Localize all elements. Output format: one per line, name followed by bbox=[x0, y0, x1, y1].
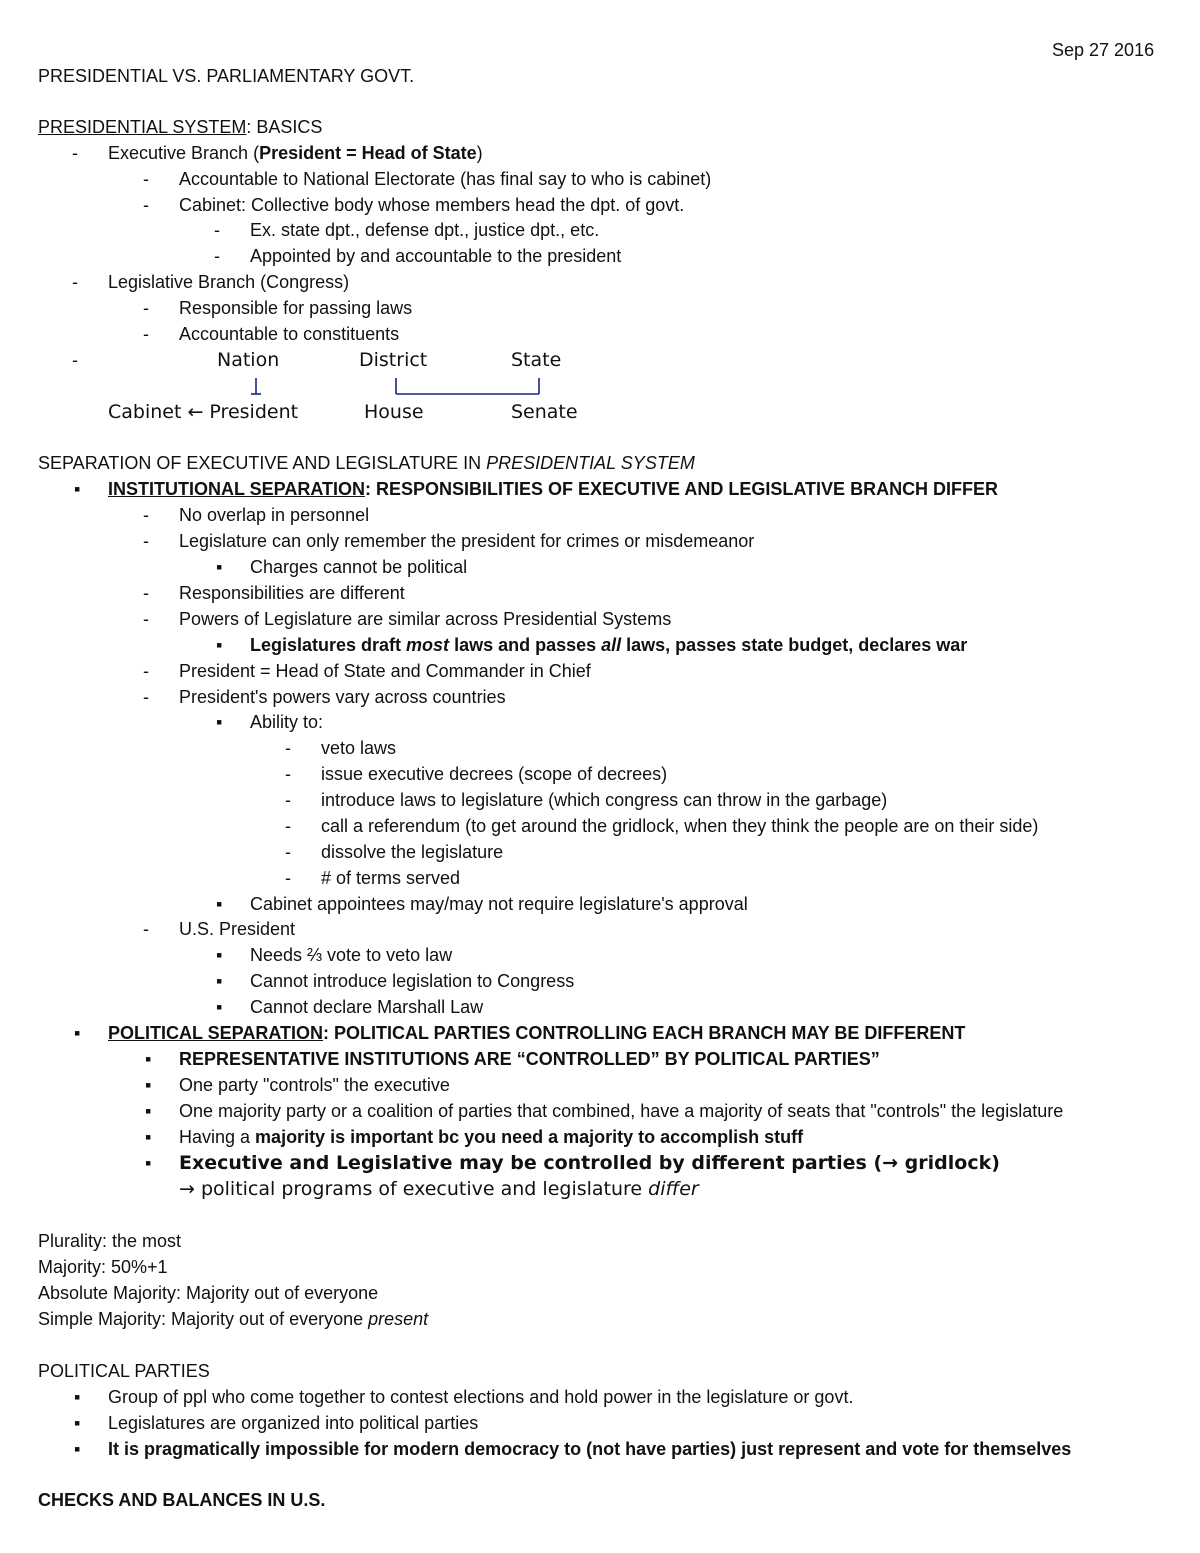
list-item: Legislature can only remember the president for crimes or misdemeanor bbox=[179, 531, 755, 551]
list-item: introduce laws to legislature (which congress can throw in the garbage) bbox=[321, 790, 888, 810]
bullet-dash: - bbox=[143, 687, 149, 707]
list-item: Ex. state dpt., defense dpt., justice dpt., etc. bbox=[250, 220, 600, 240]
list-item: Cabinet: Collective body whose members head the dpt. of govt. bbox=[179, 195, 685, 215]
legislative-branch: Legislative Branch (Congress) bbox=[108, 272, 350, 292]
list-item: REPRESENTATIVE INSTITUTIONS ARE “CONTROLLED” BY POLITICAL PARTIES” bbox=[179, 1049, 880, 1069]
programs-differ: → political programs of executive and legislature differ bbox=[179, 1178, 699, 1200]
bullet-dash: - bbox=[214, 246, 220, 266]
separation-heading: SEPARATION OF EXECUTIVE AND LEGISLATURE IN PRESIDENTIAL SYSTEM bbox=[38, 453, 695, 473]
bullet-dash: - bbox=[285, 764, 291, 784]
list-item: Accountable to National Electorate (has final say to who is cabinet) bbox=[179, 169, 712, 189]
bullet-dash: - bbox=[143, 919, 149, 939]
list-item: It is pragmatically impossible for modern democracy to (not have parties) just represent and vote for themselves bbox=[108, 1439, 1072, 1459]
executive-branch: Executive Branch (President = Head of State) bbox=[108, 143, 483, 163]
political-parties-heading: POLITICAL PARTIES bbox=[38, 1361, 210, 1381]
bullet-dash: - bbox=[143, 609, 149, 629]
majority-importance: Having a majority is important bc you need a majority to accomplish stuff bbox=[179, 1127, 804, 1147]
bullet-square: ▪ bbox=[145, 1153, 152, 1173]
date: Sep 27 2016 bbox=[1052, 40, 1155, 60]
list-item: President = Head of State and Commander in Chief bbox=[179, 661, 591, 681]
absolute-majority-definition: Absolute Majority: Majority out of everyone bbox=[38, 1283, 379, 1303]
bullet-dash: - bbox=[285, 842, 291, 862]
checks-and-balances-heading: CHECKS AND BALANCES IN U.S. bbox=[38, 1490, 326, 1510]
list-item: U.S. President bbox=[179, 919, 296, 939]
bullet-dash: - bbox=[143, 505, 149, 525]
bullet-dash: - bbox=[285, 816, 291, 836]
bullet-dash: - bbox=[143, 324, 149, 344]
list-item: President's powers vary across countries bbox=[179, 687, 506, 707]
legislature-powers: Legislatures draft most laws and passes all laws, passes state budget, declares war bbox=[250, 635, 968, 655]
bullet-dash: - bbox=[72, 272, 78, 292]
bullet-square: ▪ bbox=[145, 1127, 152, 1147]
bullet-square: ▪ bbox=[145, 1101, 152, 1121]
diagram-house: House bbox=[364, 401, 424, 423]
bullet-dash: - bbox=[285, 738, 291, 758]
bullet-dash: - bbox=[285, 790, 291, 810]
bullet-square: ▪ bbox=[74, 1413, 81, 1433]
institutional-separation-heading: INSTITUTIONAL SEPARATION: RESPONSIBILITIES OF EXECUTIVE AND LEGISLATIVE BRANCH DIFFER bbox=[108, 479, 999, 499]
list-item: No overlap in personnel bbox=[179, 505, 370, 525]
list-item: Needs ⅔ vote to veto law bbox=[250, 945, 453, 965]
bullet-square: ▪ bbox=[216, 894, 223, 914]
diagram-senate: Senate bbox=[511, 401, 578, 423]
diagram-nation: Nation bbox=[217, 349, 280, 371]
list-item: Ability to: bbox=[250, 712, 324, 732]
diagram-cabinet-president: Cabinet ← President bbox=[108, 401, 299, 423]
bullet-dash: - bbox=[143, 661, 149, 681]
political-separation-heading: POLITICAL SEPARATION: POLITICAL PARTIES CONTROLLING EACH BRANCH MAY BE DIFFERENT bbox=[108, 1023, 966, 1043]
bullet-dash: - bbox=[143, 531, 149, 551]
bullet-dash: - bbox=[143, 195, 149, 215]
bullet-dash: - bbox=[143, 583, 149, 603]
bullet-square: ▪ bbox=[74, 479, 81, 499]
bullet-square: ▪ bbox=[216, 945, 223, 965]
list-item: Appointed by and accountable to the president bbox=[250, 246, 622, 266]
bullet-square: ▪ bbox=[74, 1387, 81, 1407]
bullet-square: ▪ bbox=[216, 557, 223, 577]
list-item: veto laws bbox=[321, 738, 397, 758]
list-item: Cannot declare Marshall Law bbox=[250, 997, 484, 1017]
bullet-dash: - bbox=[72, 350, 78, 370]
list-item: One majority party or a coalition of parties that combined, have a majority of seats that "controls" the legislature bbox=[179, 1101, 1064, 1121]
list-item: Charges cannot be political bbox=[250, 557, 468, 577]
bullet-square: ▪ bbox=[74, 1023, 81, 1043]
list-item: Legislatures are organized into political parties bbox=[108, 1413, 479, 1433]
page-title: PRESIDENTIAL VS. PARLIAMENTARY GOVT. bbox=[38, 66, 415, 86]
bullet-square: ▪ bbox=[216, 712, 223, 732]
bullet-dash: - bbox=[143, 298, 149, 318]
bullet-square: ▪ bbox=[216, 997, 223, 1017]
list-item: call a referendum (to get around the gridlock, when they think the people are on their side) bbox=[321, 816, 1039, 836]
bullet-square: ▪ bbox=[145, 1049, 152, 1069]
diagram-district: District bbox=[359, 349, 428, 371]
list-item: # of terms served bbox=[321, 868, 461, 888]
plurality-definition: Plurality: the most bbox=[38, 1231, 182, 1251]
bullet-dash: - bbox=[72, 143, 78, 163]
list-item: Accountable to constituents bbox=[179, 324, 400, 344]
bullet-dash: - bbox=[143, 169, 149, 189]
bullet-square: ▪ bbox=[216, 971, 223, 991]
list-item: Group of ppl who come together to contest elections and hold power in the legislature or govt. bbox=[108, 1387, 854, 1407]
bullet-dash: - bbox=[214, 220, 220, 240]
list-item: Powers of Legislature are similar across Presidential Systems bbox=[179, 609, 672, 629]
gridlock-item: Executive and Legislative may be controlled by different parties (→ gridlock) bbox=[179, 1152, 1000, 1174]
list-item: Cabinet appointees may/may not require legislature's approval bbox=[250, 894, 748, 914]
list-item: Cannot introduce legislation to Congress bbox=[250, 971, 575, 991]
list-item: Responsibilities are different bbox=[179, 583, 405, 603]
bullet-square: ▪ bbox=[74, 1439, 81, 1459]
presidential-system-heading: PRESIDENTIAL SYSTEM: BASICS bbox=[38, 117, 323, 137]
list-item: issue executive decrees (scope of decrees) bbox=[321, 764, 668, 784]
majority-definition: Majority: 50%+1 bbox=[38, 1257, 168, 1277]
list-item: One party "controls" the executive bbox=[179, 1075, 450, 1095]
list-item: Responsible for passing laws bbox=[179, 298, 413, 318]
bullet-square: ▪ bbox=[145, 1075, 152, 1095]
simple-majority-definition: Simple Majority: Majority out of everyone present bbox=[38, 1309, 429, 1329]
bullet-dash: - bbox=[285, 868, 291, 888]
list-item: dissolve the legislature bbox=[321, 842, 504, 862]
diagram-state: State bbox=[511, 349, 562, 371]
bullet-square: ▪ bbox=[216, 635, 223, 655]
